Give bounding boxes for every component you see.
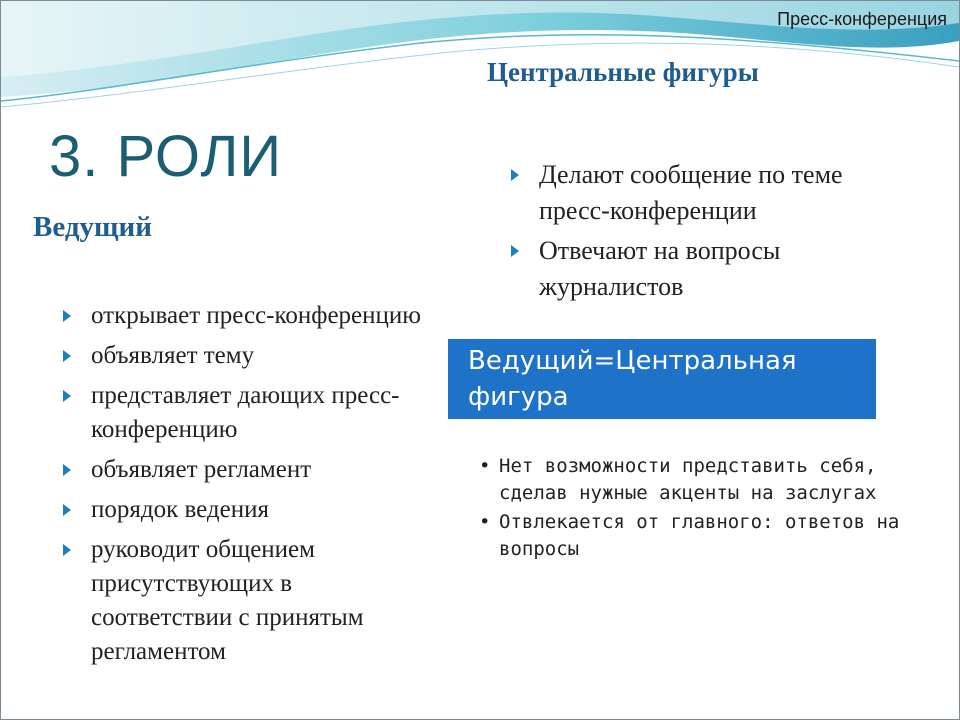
list-item: [63, 533, 423, 669]
triangle-bullet-icon: [63, 390, 71, 402]
triangle-bullet-icon: [63, 504, 71, 516]
list-item-text: объявляет регламент: [91, 456, 312, 483]
list-item-text: Отвечают на вопросы журналистов: [539, 236, 781, 301]
list-item-text: объявляет тему: [91, 342, 255, 369]
list-item: [63, 493, 423, 527]
list-item-text: открывает пресс-конференцию: [91, 302, 421, 329]
list-item-text: представляет дающих пресс-конференцию: [91, 382, 400, 443]
list-item-text: порядок ведения: [91, 496, 269, 523]
list-item: [479, 453, 919, 507]
triangle-bullet-icon: [63, 544, 71, 556]
list-item: [63, 453, 423, 487]
list-item: [511, 157, 911, 229]
triangle-bullet-icon: [63, 350, 71, 362]
host-heading: Ведущий: [33, 211, 152, 243]
list-item: [511, 233, 911, 305]
list-item: [63, 339, 423, 373]
slide-title: 3. РОЛИ: [49, 124, 283, 189]
triangle-bullet-icon: [63, 310, 71, 322]
top-label: Пресс-конференция: [777, 9, 947, 29]
highlight-box: Ведущий=Центральная фигура: [448, 339, 876, 419]
drawbacks-list: [479, 453, 919, 565]
list-item: [63, 379, 423, 447]
list-item: [479, 509, 919, 563]
list-item-text: Отвлекается от главного: ответов на вопросы: [499, 511, 900, 560]
triangle-bullet-icon: [63, 464, 71, 476]
dot-bullet-icon: •: [479, 511, 491, 533]
subtitle: Центральные фигуры: [487, 57, 759, 87]
triangle-bullet-icon: [511, 169, 519, 181]
list-item: [63, 299, 423, 333]
central-figures-list: [511, 157, 911, 309]
list-item-text: Нет возможности представить себя, сделав нужные акценты на заслугах: [499, 455, 877, 504]
list-item-text: руководит общением присутствующих в соответствии с принятым регламентом: [91, 536, 364, 665]
list-item-text: Делают сообщение по теме пресс-конференции: [539, 160, 843, 225]
host-duties-list: [63, 299, 423, 675]
triangle-bullet-icon: [511, 245, 519, 257]
dot-bullet-icon: •: [479, 455, 491, 477]
